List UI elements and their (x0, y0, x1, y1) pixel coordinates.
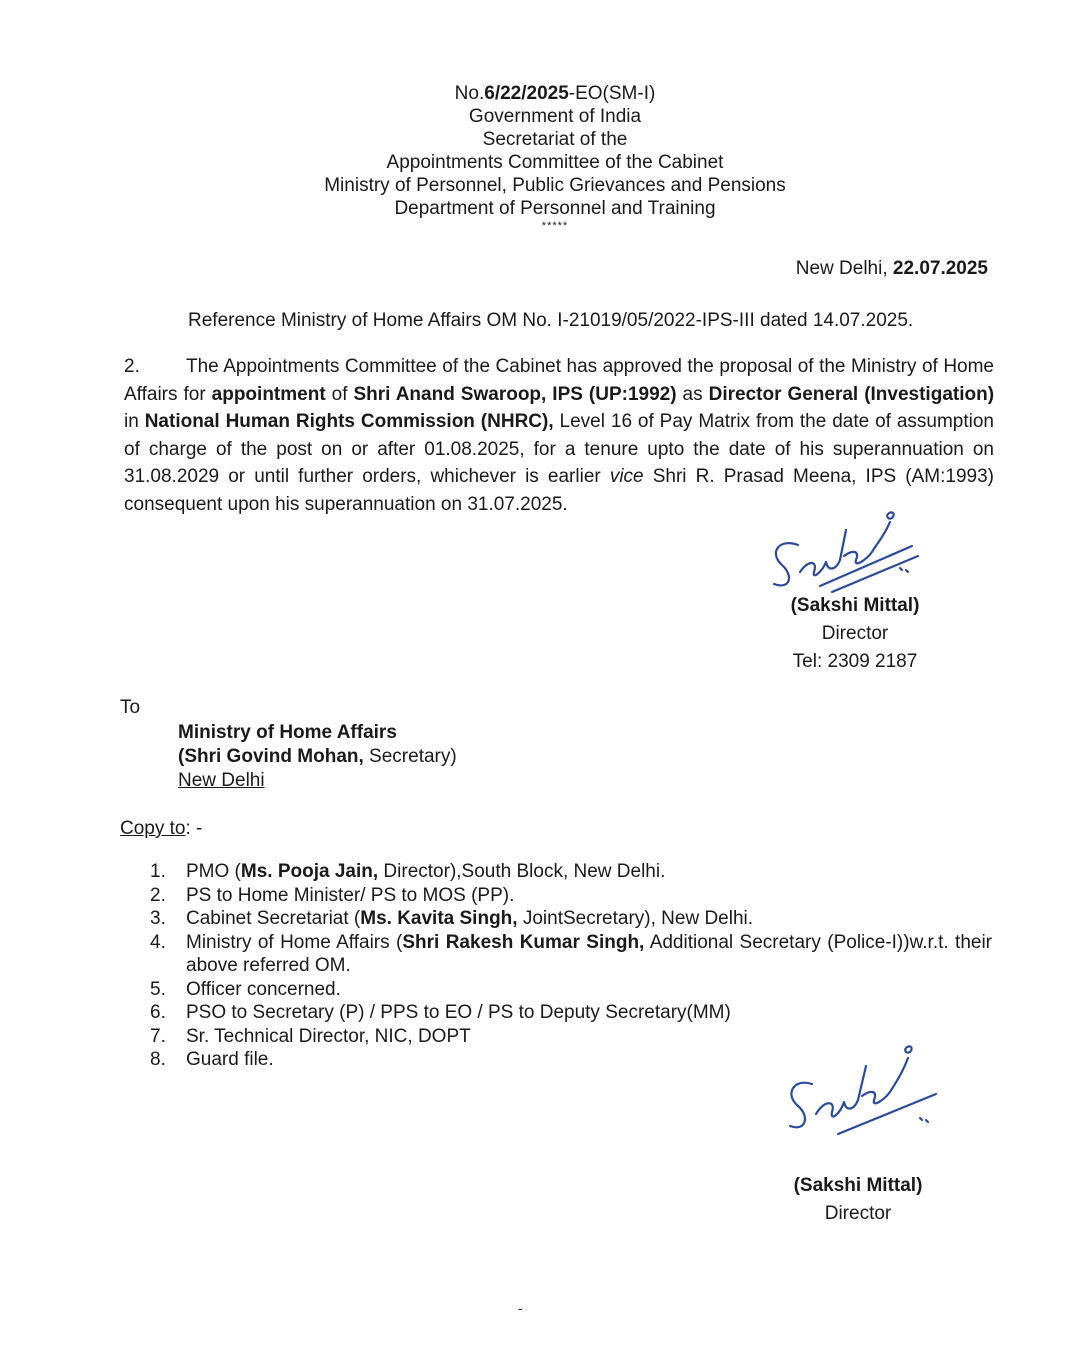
addressee-ministry: Ministry of Home Affairs (178, 722, 397, 743)
file-number-suffix: -EO(SM-I) (568, 83, 656, 104)
para-text-6: Shri R. Prasad Meena, IPS (AM:1993) consequent upon his superannuation on 31.07.2025. (124, 466, 994, 515)
list-item-number: 6. (150, 1002, 166, 1023)
list-item-number: 3. (150, 908, 166, 929)
list-item-number: 1. (150, 861, 166, 882)
list-item-text: JointSecretary), New Delhi. (517, 908, 754, 929)
copy-to-suffix: : - (185, 818, 203, 839)
date-place: New Delhi, (795, 258, 893, 279)
para-text-4: in (124, 411, 145, 432)
list-item (150, 978, 992, 1002)
list-item-text: Additional Secretary (Police-I))w.r.t. their above referred OM. (186, 931, 993, 976)
list-item-text: Sr. Technical Director, NIC, DOPT (186, 1025, 471, 1047)
signature-1 (760, 510, 940, 600)
header-line-2: Secretariat of the (482, 129, 628, 150)
file-number (300, 82, 810, 105)
header-line-3: Appointments Committee of the Cabinet (386, 152, 724, 173)
signatory2-name: (Sakshi Mittal) (793, 1175, 923, 1196)
list-item-text: Cabinet Secretariat ( (186, 908, 361, 929)
list-item-text: Officer concerned. (186, 978, 341, 1000)
dateline (796, 258, 988, 280)
signatory-block-1 (765, 592, 945, 676)
addressee-city: New Delhi (178, 770, 265, 791)
list-item-bold: Ms. Pooja Jain, (240, 861, 379, 882)
header-line-5: Department of Personnel and Training (394, 198, 716, 219)
list-item-text: Director),South Block, New Delhi. (378, 861, 666, 882)
signatory-designation: Director (821, 623, 889, 644)
reference-line: Reference Ministry of Home Affairs OM No. I-21019/05/2022-IPS-III dated 14.07.2025. (188, 310, 914, 331)
header-line-4: Ministry of Personnel, Public Grievances and Pensions (324, 175, 786, 196)
signatory-name: (Sakshi Mittal) (790, 595, 920, 616)
list-item-text: PSO to Secretary (P) / PPS to EO / PS to Deputy Secretary(MM) (186, 1002, 731, 1023)
letter-header (300, 82, 810, 232)
addressee-block (178, 721, 457, 793)
to-label: To (120, 697, 141, 718)
para-text-3: as (676, 383, 709, 405)
list-item-number: 4. (150, 931, 166, 953)
list-item-number: 5. (150, 978, 166, 1000)
file-number-prefix: No. (454, 83, 485, 104)
addressee-name: (Shri Govind Mohan, (178, 746, 364, 767)
para-bold-3: Director General (Investigation) (708, 383, 995, 405)
signature-2 (780, 1038, 960, 1143)
list-item-number: 8. (150, 1049, 166, 1070)
list-item-text: Ministry of Home Affairs ( (186, 931, 403, 953)
page-footer-mark: - (518, 1300, 523, 1316)
list-item-text: Guard file. (186, 1049, 274, 1070)
para-text-2: of (325, 383, 354, 405)
header-stars: ***** (541, 220, 569, 232)
list-item (150, 1001, 992, 1025)
list-item (150, 884, 992, 908)
list-item-text: PS to Home Minister/ PS to MOS (PP). (186, 884, 515, 906)
para-italic-1: vice (609, 466, 644, 487)
para-text-5: Level 16 of Pay Matrix from the date of assumption of charge of the post on or after 01.08.2025, for a tenure upto the date of his superannuation on 31.08.2029 or until further orders, whichever is earlier (124, 411, 994, 487)
signatory2-designation: Director (824, 1203, 892, 1224)
list-item (150, 907, 992, 931)
list-item-number: 2. (150, 884, 166, 906)
list-item-text: PMO ( (186, 861, 241, 882)
signatory-tel: Tel: 2309 2187 (792, 651, 918, 672)
list-item (150, 931, 992, 978)
file-number-bold: 6/22/2025 (484, 83, 569, 104)
paragraph-number: 2. (124, 356, 140, 377)
date-value: 22.07.2025 (892, 258, 988, 279)
list-item-number: 7. (150, 1025, 166, 1047)
para-text-1: The Appointments Committee of the Cabinet has approved the proposal of the Ministry of Home Affairs for (124, 356, 994, 405)
list-item (150, 860, 992, 884)
copy-to-label (120, 818, 202, 840)
para-bold-4: National Human Rights Commission (NHRC), (144, 411, 554, 432)
copy-to-text: Copy to (120, 818, 186, 839)
signatory-block-2 (768, 1172, 948, 1228)
main-paragraph (124, 353, 994, 518)
list-item-bold: Ms. Kavita Singh, (360, 908, 518, 929)
para-bold-1: appointment (211, 383, 326, 405)
para-bold-2: Shri Anand Swaroop, IPS (UP:1992) (353, 383, 677, 405)
header-line-1: Government of India (468, 106, 642, 127)
list-item-bold: Shri Rakesh Kumar Singh, (402, 931, 645, 953)
addressee-title: Secretary) (363, 746, 457, 767)
